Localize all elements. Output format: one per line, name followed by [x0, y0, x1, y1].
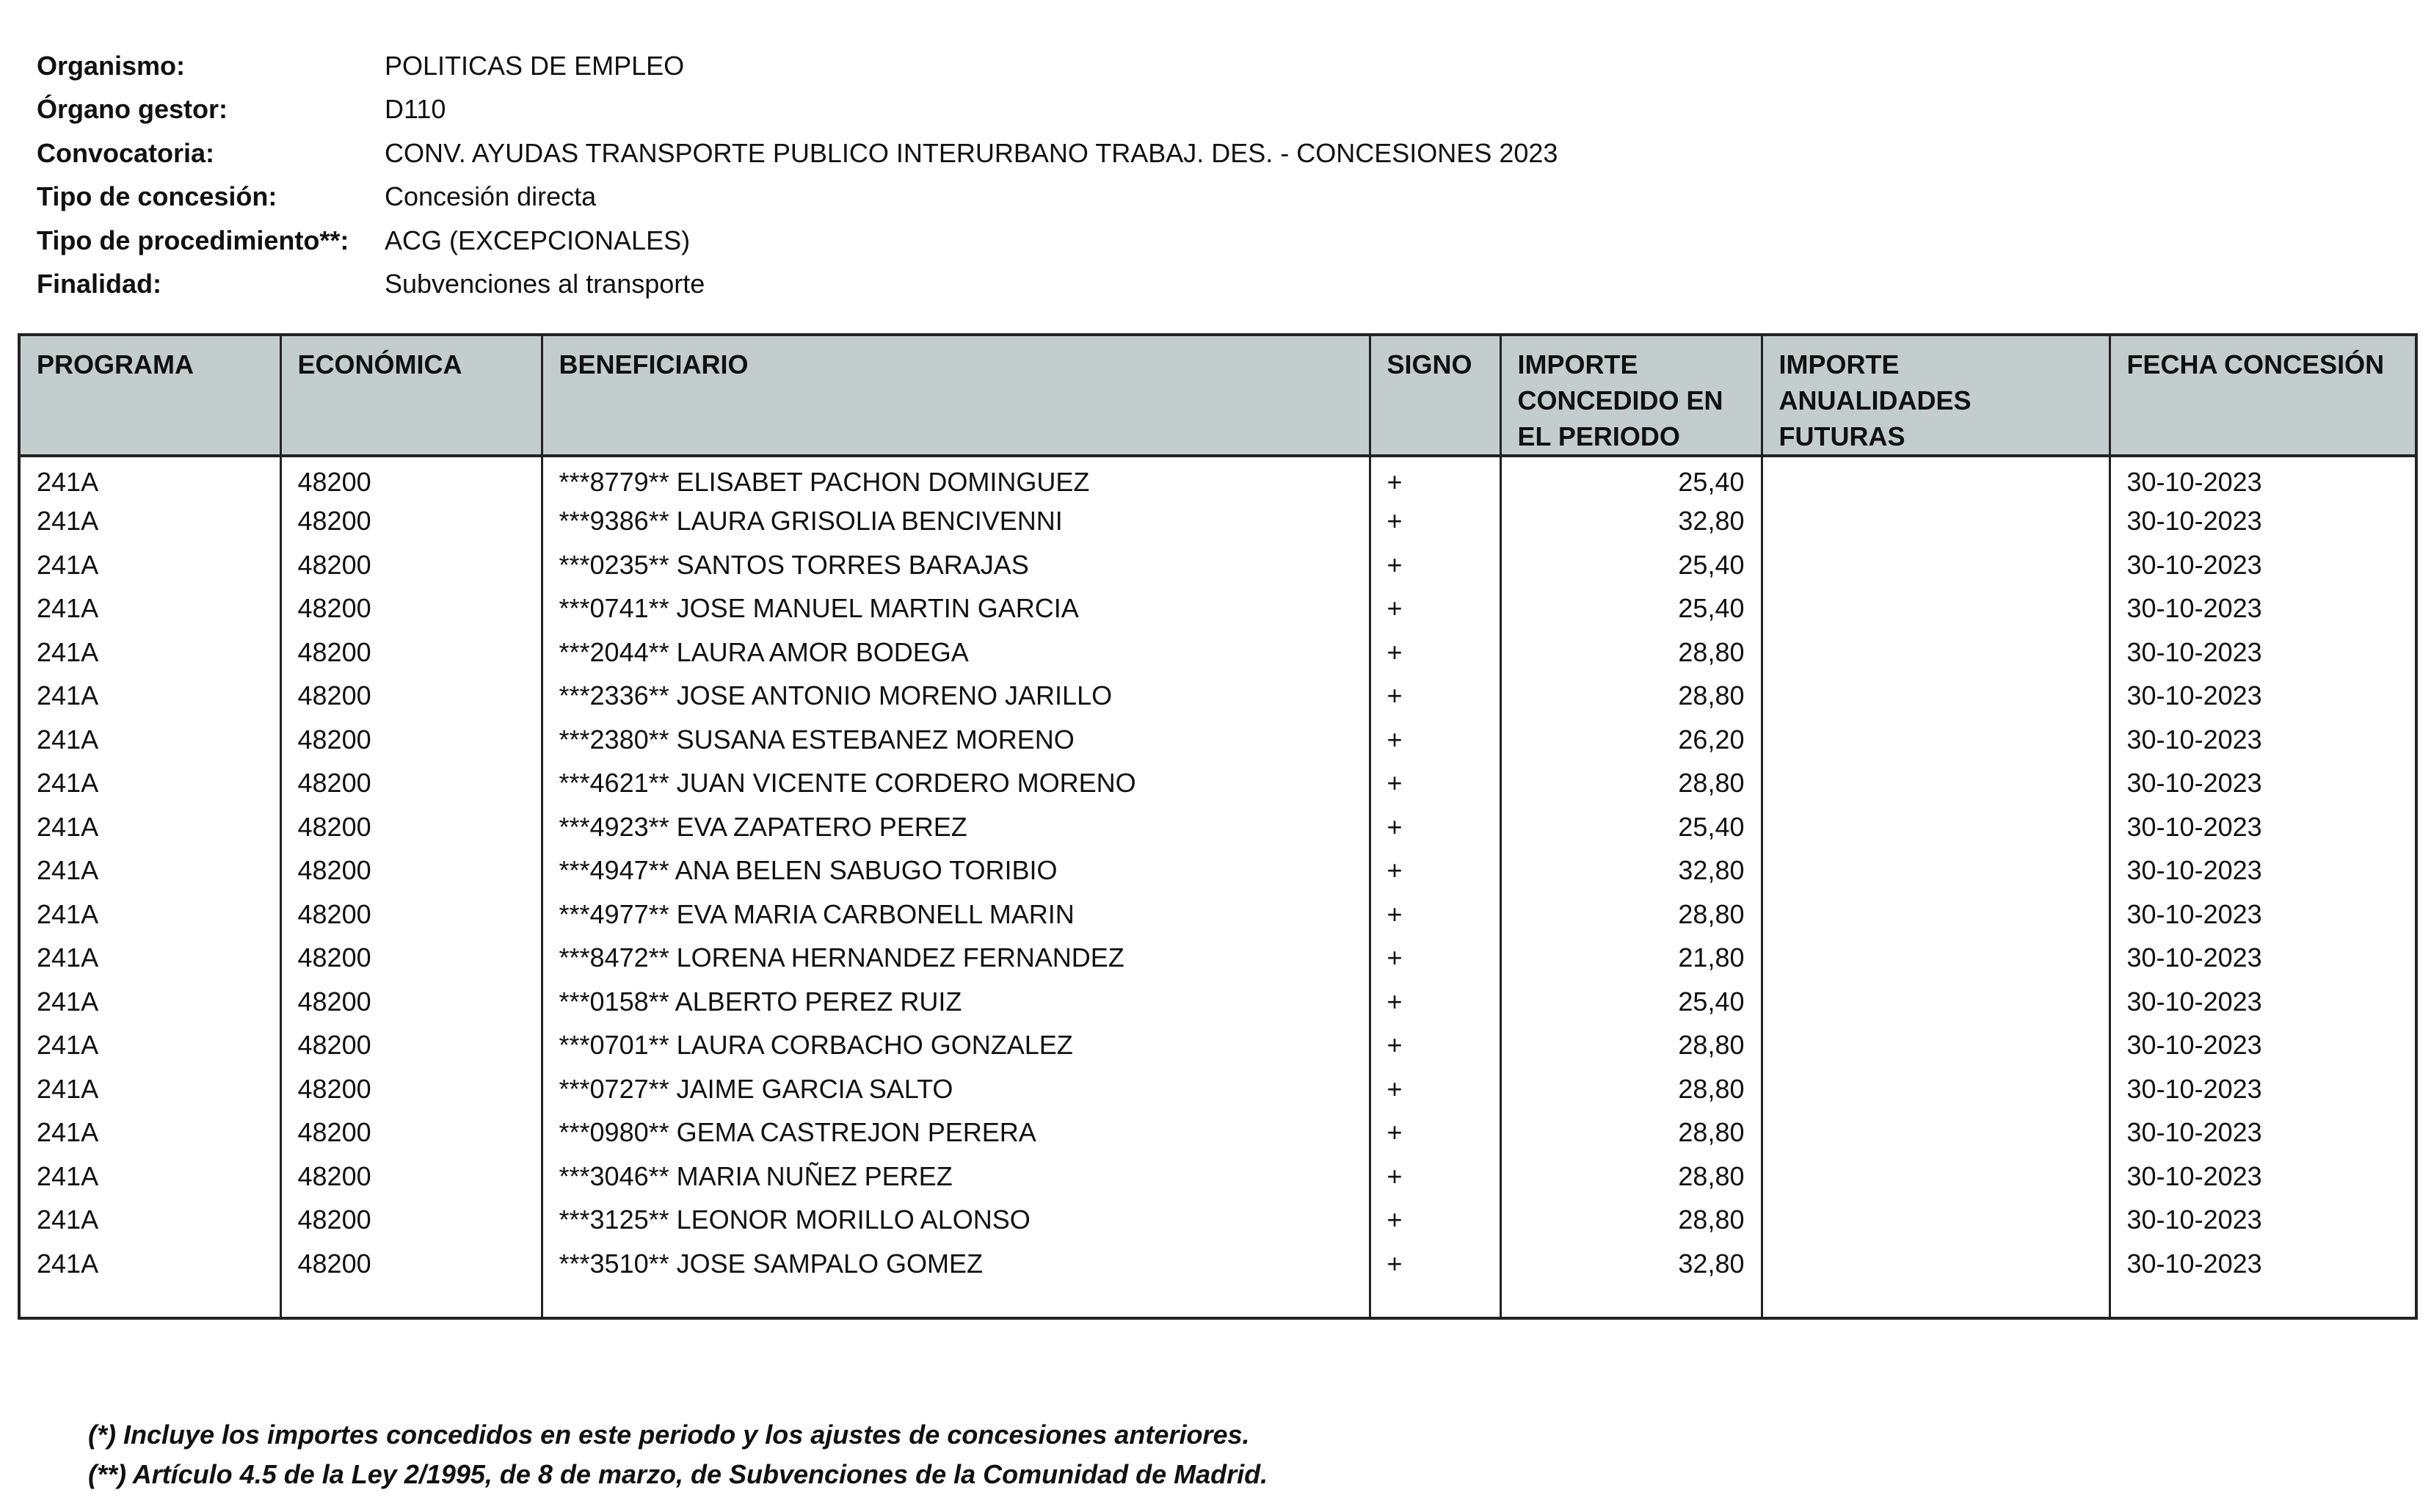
column-header: ECONÓMICA: [280, 335, 542, 456]
footnote: (*) Incluye los importes concedidos en este periodo y los ajustes de concesiones anteriores.: [88, 1420, 1250, 1450]
signo-cell: +: [1370, 543, 1500, 587]
economica-cell: 48200: [280, 587, 542, 631]
column-header: FECHA CONCESIÓN: [2110, 335, 2416, 456]
economica-cell: 48200: [280, 762, 542, 806]
table-row: [19, 1155, 2416, 1199]
economica-cell: 48200: [280, 456, 542, 500]
importe-cell: 28,80: [1500, 1155, 1762, 1199]
economica-cell: 48200: [280, 543, 542, 587]
economica-cell: 48200: [280, 937, 542, 981]
table-row: [19, 1199, 2416, 1243]
signo-cell: +: [1370, 849, 1500, 893]
signo-cell: +: [1370, 718, 1500, 762]
beneficiario-cell: ***0158** ALBERTO PEREZ RUIZ: [542, 980, 1370, 1024]
fecha-cell: 30-10-2023: [2110, 937, 2416, 981]
importe-cell: 25,40: [1500, 805, 1762, 849]
programa-cell: 241A: [37, 942, 99, 973]
importe-cell: 28,80: [1500, 675, 1762, 719]
beneficiario-cell: ***0727** JAIME GARCIA SALTO: [542, 1067, 1370, 1111]
anualidades-cell: [1762, 849, 2110, 893]
economica-cell: 48200: [280, 675, 542, 719]
column-header: IMPORTE CONCEDIDO EN EL PERIODO: [1500, 335, 1762, 456]
programa-cell: 241A: [37, 811, 99, 842]
beneficiario-cell: ***3046** MARIA NUÑEZ PEREZ: [542, 1155, 1370, 1199]
programa-cell: 241A: [37, 768, 99, 799]
table-header-row: [19, 335, 2416, 456]
signo-cell: +: [1370, 1199, 1500, 1243]
fecha-cell: 30-10-2023: [2110, 1024, 2416, 1068]
signo-cell: +: [1370, 587, 1500, 631]
anualidades-cell: [1762, 980, 2110, 1024]
programa-cell: 241A: [37, 1117, 99, 1148]
column-header: IMPORTE ANUALIDADES FUTURAS: [1762, 335, 2110, 456]
fecha-cell: 30-10-2023: [2110, 1242, 2416, 1286]
anualidades-cell: [1762, 587, 2110, 631]
anualidades-cell: [1762, 1111, 2110, 1155]
anualidades-cell: [1762, 456, 2110, 500]
anualidades-cell: [1762, 1199, 2110, 1243]
header-row: [37, 88, 1558, 132]
header-value: ACG (EXCEPCIONALES): [385, 225, 691, 255]
column-header: SIGNO: [1370, 335, 1500, 456]
header-label: Tipo de concesión:: [37, 181, 277, 212]
header-row: [37, 263, 1558, 307]
anualidades-cell: [1762, 893, 2110, 937]
beneficiario-cell: ***2336** JOSE ANTONIO MORENO JARILLO: [542, 675, 1370, 719]
beneficiario-cell: ***0235** SANTOS TORRES BARAJAS: [542, 543, 1370, 587]
fecha-cell: 30-10-2023: [2110, 587, 2416, 631]
fecha-cell: 30-10-2023: [2110, 1199, 2416, 1243]
header-row: [37, 131, 1558, 175]
table-row: [19, 762, 2416, 806]
anualidades-cell: [1762, 1067, 2110, 1111]
table-row: [19, 630, 2416, 675]
economica-cell: 48200: [280, 849, 542, 893]
spacer-cell: [280, 1286, 542, 1318]
anualidades-cell: [1762, 500, 2110, 544]
programa-cell: 241A: [37, 1073, 99, 1104]
column-header: PROGRAMA: [19, 335, 280, 456]
programa-cell: 241A: [37, 986, 99, 1017]
header-metadata-body: [37, 44, 1558, 306]
programa-cell: 241A: [37, 1248, 99, 1279]
programa-cell: 241A: [37, 680, 99, 711]
beneficiario-cell: ***2380** SUSANA ESTEBANEZ MORENO: [542, 718, 1370, 762]
fecha-cell: 30-10-2023: [2110, 630, 2416, 675]
anualidades-cell: [1762, 630, 2110, 675]
header-label: Convocatoria:: [37, 137, 215, 168]
programa-cell: 241A: [37, 855, 99, 886]
beneficiario-cell: ***0980** GEMA CASTREJON PERERA: [542, 1111, 1370, 1155]
header-label: Organismo:: [37, 50, 186, 81]
programa-cell: 241A: [37, 593, 99, 624]
fecha-cell: 30-10-2023: [2110, 1111, 2416, 1155]
fecha-cell: 30-10-2023: [2110, 500, 2416, 544]
fecha-cell: 30-10-2023: [2110, 543, 2416, 587]
importe-cell: 32,80: [1500, 1242, 1762, 1286]
importe-cell: 28,80: [1500, 1067, 1762, 1111]
header-row: [37, 44, 1558, 88]
programa-cell: 241A: [37, 549, 99, 580]
header-row: [37, 219, 1558, 263]
anualidades-cell: [1762, 675, 2110, 719]
economica-cell: 48200: [280, 1199, 542, 1243]
fecha-cell: 30-10-2023: [2110, 718, 2416, 762]
spacer-cell: [19, 1286, 280, 1318]
beneficiario-cell: ***3510** JOSE SAMPALO GOMEZ: [542, 1242, 1370, 1286]
anualidades-cell: [1762, 543, 2110, 587]
economica-cell: 48200: [280, 1242, 542, 1286]
anualidades-cell: [1762, 937, 2110, 981]
column-header: BENEFICIARIO: [542, 335, 1370, 456]
signo-cell: +: [1370, 500, 1500, 544]
fecha-cell: 30-10-2023: [2110, 849, 2416, 893]
signo-cell: +: [1370, 675, 1500, 719]
table-row: [19, 980, 2416, 1024]
economica-cell: 48200: [280, 1024, 542, 1068]
programa-cell: 241A: [37, 466, 99, 497]
fecha-cell: 30-10-2023: [2110, 893, 2416, 937]
beneficiario-cell: ***8472** LORENA HERNANDEZ FERNANDEZ: [542, 937, 1370, 981]
fecha-cell: 30-10-2023: [2110, 805, 2416, 849]
beneficiario-cell: ***0701** LAURA CORBACHO GONZALEZ: [542, 1024, 1370, 1068]
header-label: Tipo de procedimiento**:: [37, 225, 349, 255]
beneficiario-cell: ***4923** EVA ZAPATERO PEREZ: [542, 805, 1370, 849]
beneficiario-cell: ***8779** ELISABET PACHON DOMINGUEZ: [542, 456, 1370, 500]
header-value: POLITICAS DE EMPLEO: [385, 50, 685, 81]
programa-cell: 241A: [37, 1204, 99, 1235]
table-row: [19, 587, 2416, 631]
header-value: D110: [385, 94, 446, 125]
table-row: [19, 1024, 2416, 1068]
table-row: [19, 456, 2416, 500]
importe-cell: 28,80: [1500, 1199, 1762, 1243]
signo-cell: +: [1370, 1024, 1500, 1068]
beneficiario-cell: ***3125** LEONOR MORILLO ALONSO: [542, 1199, 1370, 1243]
programa-cell: 241A: [37, 636, 99, 667]
table-header: [19, 335, 2416, 456]
fecha-cell: 30-10-2023: [2110, 456, 2416, 500]
fecha-cell: 30-10-2023: [2110, 1155, 2416, 1199]
spacer-cell: [1370, 1286, 1500, 1318]
header-value: Subvenciones al transporte: [385, 269, 705, 299]
spacer-cell: [1500, 1286, 1762, 1318]
signo-cell: +: [1370, 1242, 1500, 1286]
programa-cell: 241A: [37, 1030, 99, 1061]
table-spacer-row: [19, 1286, 2416, 1318]
importe-cell: 28,80: [1500, 893, 1762, 937]
header-value: CONV. AYUDAS TRANSPORTE PUBLICO INTERURBANO TRABAJ. DES. - CONCESIONES 2023: [385, 137, 1558, 168]
signo-cell: +: [1370, 630, 1500, 675]
importe-cell: 32,80: [1500, 500, 1762, 544]
table-row: [19, 937, 2416, 981]
footnotes: [88, 1415, 1268, 1494]
table-row: [19, 1067, 2416, 1111]
header-value: Concesión directa: [385, 181, 597, 212]
programa-cell: 241A: [37, 1160, 99, 1191]
signo-cell: +: [1370, 805, 1500, 849]
anualidades-cell: [1762, 1155, 2110, 1199]
spacer-cell: [1762, 1286, 2110, 1318]
beneficiario-cell: ***4621** JUAN VICENTE CORDERO MORENO: [542, 762, 1370, 806]
header-label: Órgano gestor:: [37, 94, 228, 125]
importe-cell: 28,80: [1500, 762, 1762, 806]
importe-cell: 21,80: [1500, 937, 1762, 981]
programa-cell: 241A: [37, 724, 99, 755]
beneficiario-cell: ***4977** EVA MARIA CARBONELL MARIN: [542, 893, 1370, 937]
economica-cell: 48200: [280, 630, 542, 675]
importe-cell: 28,80: [1500, 630, 1762, 675]
signo-cell: +: [1370, 1155, 1500, 1199]
signo-cell: +: [1370, 1111, 1500, 1155]
economica-cell: 48200: [280, 1111, 542, 1155]
signo-cell: +: [1370, 937, 1500, 981]
fecha-cell: 30-10-2023: [2110, 1067, 2416, 1111]
importe-cell: 32,80: [1500, 849, 1762, 893]
table-row: [19, 718, 2416, 762]
concessions-table: [18, 333, 2418, 1320]
beneficiario-cell: ***0741** JOSE MANUEL MARTIN GARCIA: [542, 587, 1370, 631]
signo-cell: +: [1370, 893, 1500, 937]
table-body: [19, 456, 2416, 1318]
spacer-cell: [2110, 1286, 2416, 1318]
spacer-cell: [542, 1286, 1370, 1318]
anualidades-cell: [1762, 1024, 2110, 1068]
table-row: [19, 1111, 2416, 1155]
importe-cell: 25,40: [1500, 587, 1762, 631]
table-row: [19, 1242, 2416, 1286]
anualidades-cell: [1762, 805, 2110, 849]
header-metadata: [37, 44, 1558, 306]
signo-cell: +: [1370, 762, 1500, 806]
economica-cell: 48200: [280, 805, 542, 849]
signo-cell: +: [1370, 1067, 1500, 1111]
beneficiario-cell: ***2044** LAURA AMOR BODEGA: [542, 630, 1370, 675]
table-row: [19, 543, 2416, 587]
table-row: [19, 849, 2416, 893]
header-label: Finalidad:: [37, 269, 161, 299]
header-row: [37, 175, 1558, 219]
table-row: [19, 805, 2416, 849]
signo-cell: +: [1370, 980, 1500, 1024]
beneficiario-cell: ***9386** LAURA GRISOLIA BENCIVENNI: [542, 500, 1370, 544]
importe-cell: 25,40: [1500, 456, 1762, 500]
table-row: [19, 893, 2416, 937]
importe-cell: 25,40: [1500, 980, 1762, 1024]
signo-cell: +: [1370, 456, 1500, 500]
economica-cell: 48200: [280, 893, 542, 937]
importe-cell: 28,80: [1500, 1111, 1762, 1155]
table-row: [19, 500, 2416, 544]
economica-cell: 48200: [280, 1067, 542, 1111]
importe-cell: 25,40: [1500, 543, 1762, 587]
table-row: [19, 675, 2416, 719]
economica-cell: 48200: [280, 500, 542, 544]
anualidades-cell: [1762, 1242, 2110, 1286]
beneficiario-cell: ***4947** ANA BELEN SABUGO TORIBIO: [542, 849, 1370, 893]
footnote: (**) Artículo 4.5 de la Ley 2/1995, de 8 de marzo, de Subvenciones de la Comunidad de Madrid.: [88, 1459, 1268, 1489]
anualidades-cell: [1762, 762, 2110, 806]
programa-cell: 241A: [37, 506, 99, 537]
economica-cell: 48200: [280, 1155, 542, 1199]
importe-cell: 26,20: [1500, 718, 1762, 762]
anualidades-cell: [1762, 718, 2110, 762]
economica-cell: 48200: [280, 980, 542, 1024]
importe-cell: 28,80: [1500, 1024, 1762, 1068]
fecha-cell: 30-10-2023: [2110, 675, 2416, 719]
fecha-cell: 30-10-2023: [2110, 762, 2416, 806]
economica-cell: 48200: [280, 718, 542, 762]
fecha-cell: 30-10-2023: [2110, 980, 2416, 1024]
programa-cell: 241A: [37, 898, 99, 929]
